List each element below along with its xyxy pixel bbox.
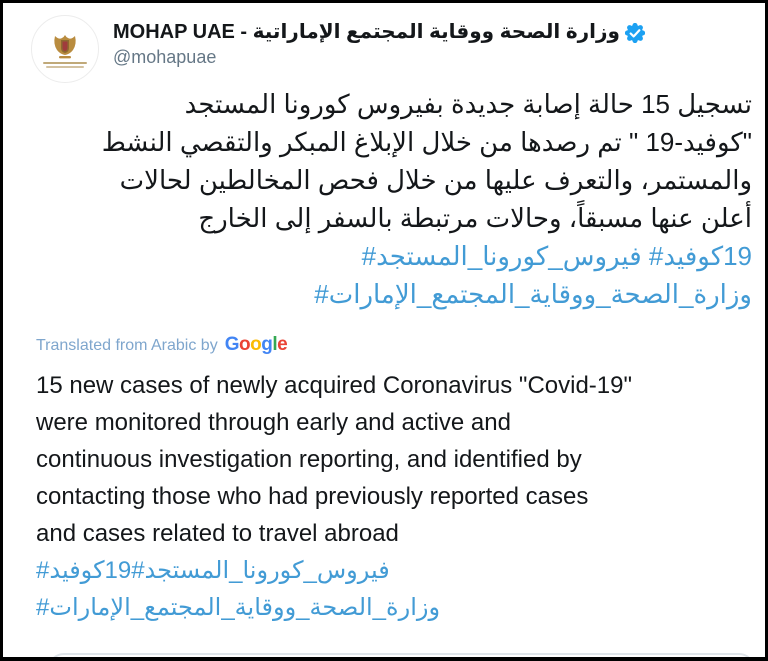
google-letter: g bbox=[261, 334, 273, 355]
tweet-text-arabic bbox=[36, 85, 752, 313]
hashtag-link[interactable]: #وزارة_الصحة_ووقاية_المجتمع_الإمارات bbox=[314, 279, 752, 309]
hashtag-link[interactable]: #كوفيد‎19#فيروس_كورونا_المستجد bbox=[36, 557, 390, 584]
account-name[interactable]: MOHAP UAE - وزارة الصحة ووقاية المجتمع الإماراتية bbox=[113, 21, 620, 43]
google-letter: e bbox=[277, 334, 288, 355]
uae-emblem-icon bbox=[52, 32, 78, 60]
tweet-line: والمستمر، والتعرف عليها من خلال فحص المخالطين لحالات bbox=[119, 165, 752, 195]
google-letter: o bbox=[250, 334, 262, 355]
tweet-text-translated bbox=[36, 367, 752, 626]
translation-line: continuous investigation reporting, and identified by bbox=[36, 446, 582, 473]
verified-badge-icon bbox=[625, 23, 645, 43]
hashtag-link[interactable]: #وزارة_الصحة_ووقاية_المجتمع_الإمارات bbox=[36, 594, 441, 621]
google-logo[interactable] bbox=[225, 334, 287, 356]
translation-line: contacting those who had previously reported cases bbox=[36, 483, 589, 510]
google-letter: G bbox=[224, 334, 239, 355]
avatar-caption-line bbox=[46, 66, 84, 68]
avatar[interactable] bbox=[31, 15, 99, 83]
google-letter: o bbox=[238, 334, 251, 355]
translation-attribution bbox=[36, 334, 287, 356]
account-handle[interactable]: @mohapuae bbox=[113, 47, 217, 67]
translation-line: were monitored through early and active and bbox=[36, 409, 511, 436]
reply-card[interactable] bbox=[48, 653, 755, 661]
translation-line: and cases related to travel abroad bbox=[36, 520, 399, 547]
hashtag-link[interactable]: #فيروس_كورونا_المستجد‎ #كوفيد‎19 bbox=[361, 241, 752, 271]
avatar-caption-line bbox=[43, 62, 87, 64]
translation-line: 15 new cases of newly acquired Coronavirus "Covid-19" bbox=[36, 372, 633, 399]
tweet-line: تسجيل 15 حالة إصابة جديدة بفيروس كورونا المستجد bbox=[184, 89, 752, 119]
google-letter: l bbox=[272, 334, 278, 355]
tweet-line: أعلن عنها مسبقاً، وحالات مرتبطة بالسفر إلى الخارج bbox=[198, 203, 752, 233]
translated-from-label: Translated from Arabic by bbox=[36, 337, 218, 354]
tweet-line: "كوفيد-19 " تم رصدها من خلال الإبلاغ المبكر والتقصي النشط bbox=[101, 127, 752, 157]
